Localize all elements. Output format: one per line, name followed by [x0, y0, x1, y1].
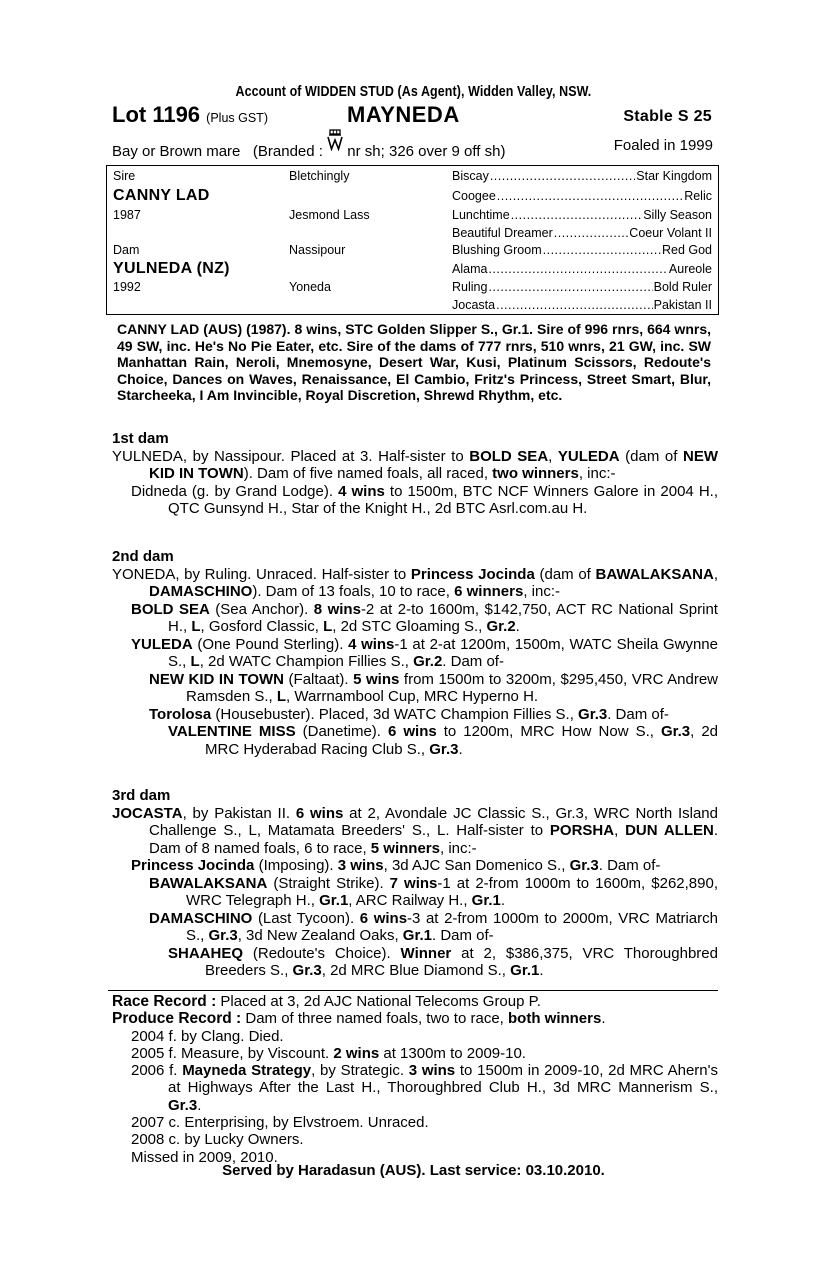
text-run: .: [458, 740, 463, 758]
bold-run: 3 wins: [408, 1062, 456, 1080]
leader-dots: [496, 298, 653, 312]
ggp-name: Jocasta: [452, 298, 496, 312]
text-run: (Faltaat).: [284, 670, 354, 688]
leader-dots: [543, 243, 661, 257]
text-run: Missed in 2009, 2010.: [131, 1148, 278, 1166]
bold-run: Gr.3: [660, 723, 691, 740]
ggp-sire: Silly Season: [643, 208, 712, 222]
text-run: . Dam of-: [598, 857, 661, 874]
text-run: to 1500m in 2009-10, 2d MRC Ahern's at Highways After the Last H., Thoroughbred Club H., 3d MRC Mannerism S.,: [168, 1062, 718, 1097]
progeny-entry: [112, 723, 718, 758]
sire-biography: CANNY LAD (AUS) (1987). 8 wins, STC Golden Slipper S., Gr.1. Sire of 996 rnrs, 664 wnrs, 49 SW, inc. He's No Pie Eater, etc. Sire of the dams of 777 rnrs, 510 wnrs, 21 GW, inc. SW Manhattan Rain, Neroli, Mnemosyne, Desert War, Kusi, Platinum Scissors, Redoute's Choice, Dances on Waves, Renaissance, El Cambio, Fritz's Princess, Street Smart, Blur, Starcheeka, I Am Invincible, Royal Discretion, Shrewd Rhythm, etc.: [117, 321, 711, 403]
progeny-entry: [112, 910, 718, 945]
bold-run: Winner: [400, 944, 452, 962]
text-run: (Straight Strike).: [267, 874, 390, 892]
progeny-entry: [112, 636, 718, 671]
produce-entry: [112, 1114, 718, 1131]
bold-run: YULEDA: [131, 635, 193, 653]
third-dam-section: [112, 787, 718, 980]
text-run: to 1200m, MRC How Now S.,: [436, 723, 661, 740]
text-run: , inc:-: [578, 465, 616, 482]
bold-run: Gr.1: [471, 892, 501, 909]
leader-dots: [488, 280, 652, 294]
text-run: 2006 f.: [131, 1062, 183, 1080]
progeny-entry: [112, 945, 718, 980]
ggp-name: Ruling: [452, 280, 488, 294]
bold-run: Princess Jocinda: [410, 565, 535, 583]
lot-gst-note: (Plus GST): [206, 111, 268, 125]
text-run: (Danetime).: [295, 723, 388, 740]
lot-label: Lot 1196: [112, 102, 201, 127]
bold-run: 3 wins: [337, 857, 384, 874]
bold-run: YULEDA: [557, 447, 620, 465]
produce-entry: [112, 1062, 718, 1114]
great-grandparent-row: [452, 243, 712, 257]
granddam-maternal: Yoneda: [289, 280, 331, 294]
bold-run: L: [190, 653, 200, 670]
text-run: -1 at 2-from 1000m to 1600m, $262,890, WRC Telegraph H.,: [186, 874, 718, 909]
bold-run: Gr.3: [292, 962, 322, 979]
bold-run: 4 wins: [338, 482, 385, 500]
dam-label: Dam: [113, 243, 140, 257]
progeny-entry: [112, 671, 718, 706]
text-run: .: [197, 1096, 202, 1114]
great-grandparent-row: [452, 280, 712, 294]
brand-suffix: nr sh; 326 over 9 off sh): [347, 143, 506, 160]
text-run: from 1500m to 3200m, $295,450, VRC Andrew Ramsden S.,: [186, 670, 718, 705]
ggp-name: Lunchtime: [452, 208, 510, 222]
produce-entries: [112, 1028, 718, 1166]
bold-run: DAMASCHINO: [149, 583, 253, 600]
text-run: to 1500m, BTC NCF Winners Galore in 2004 H., QTC Gunsynd H., Star of the Knight H., 2d BTC Asrl.com.au H.: [168, 482, 719, 517]
produce-record: [112, 1010, 718, 1027]
text-run: (Sea Anchor).: [209, 600, 314, 618]
foaled-year: Foaled in 1999: [613, 137, 713, 154]
grandsire-paternal: Bletchingly: [289, 169, 350, 183]
sire-name: CANNY LAD: [113, 187, 210, 204]
bold-run: L: [191, 618, 201, 635]
text-run: .: [515, 618, 520, 635]
text-run: -2 at 2-to 1600m, $142,750, ACT RC National Sprint H.,: [168, 600, 718, 635]
text-run: YULNEDA, by Nassipour. Placed at 3. Half-sister to: [112, 447, 470, 465]
section-divider: [108, 990, 718, 991]
bold-run: BAWALAKSANA: [595, 565, 714, 583]
bold-run: SHAAHEQ: [168, 944, 244, 962]
sire-label: Sire: [113, 169, 136, 183]
ggp-sire: Coeur Volant II: [629, 226, 712, 240]
bold-run: 4 wins: [348, 635, 395, 653]
produce-entry: [112, 1028, 718, 1045]
bold-run: Gr.3: [429, 740, 459, 758]
first-dam-section: [112, 430, 718, 518]
horse-name: MAYNEDA: [347, 102, 460, 127]
leader-dots: [511, 208, 643, 222]
text-run: ,: [713, 565, 719, 583]
text-run: (Last Tycoon).: [252, 909, 360, 927]
text-run: (dam of: [534, 565, 596, 583]
bold-run: 6 winners: [454, 583, 524, 600]
text-run: 2007 c. Enterprising, by Elvstroem. Unraced.: [131, 1114, 429, 1132]
colour-sex: Bay or Brown mare: [112, 143, 241, 160]
bold-run: Torolosa: [149, 705, 212, 723]
great-grandparent-row: [452, 262, 712, 276]
bold-run: Gr.2: [413, 653, 443, 670]
bold-run: Gr.3: [208, 927, 238, 944]
ggp-sire: Relic: [684, 189, 712, 203]
text-run: (Redoute's Choice).: [243, 944, 401, 962]
text-run: 2004 f. by Clang. Died.: [131, 1027, 284, 1045]
bold-run: 6 wins: [388, 723, 437, 740]
text-run: at 2, Avondale JC Classic S., Gr.3, WRC North Island Challenge S., L, Matamata Breeders' S., L. Half-sister to: [149, 804, 718, 839]
text-run: at 1300m to 2009-10.: [379, 1044, 526, 1062]
crowned-w-brand-icon: [327, 129, 343, 149]
progeny-entry: [112, 857, 718, 875]
bold-run: 2 wins: [333, 1044, 380, 1062]
text-run: , 2d STC Gloaming S.,: [332, 618, 487, 635]
bold-run: JOCASTA: [112, 804, 183, 822]
bold-run: 6 wins: [359, 909, 408, 927]
text-run: , ARC Railway H.,: [348, 892, 472, 909]
great-grandparent-row: [452, 169, 712, 183]
records-section: [112, 993, 718, 1166]
bold-run: 8 wins: [313, 600, 361, 618]
produce-record-summary: [241, 1010, 605, 1027]
text-run: , 2d MRC Hyderabad Racing Club S.,: [205, 723, 718, 758]
dam-summary: [112, 805, 718, 858]
text-run: (Imposing).: [254, 857, 338, 874]
grandsire-maternal: Nassipour: [289, 243, 346, 257]
bold-run: PORSHA: [549, 822, 615, 839]
bold-run: NEW KID IN TOWN: [149, 447, 718, 482]
progeny-entry: [112, 875, 718, 910]
text-run: , 2d MRC Blue Diamond S.,: [321, 962, 511, 979]
bold-run: Gr.3: [168, 1096, 198, 1114]
produce-entry: [112, 1131, 718, 1148]
text-run: ). Dam of five named foals, all raced,: [243, 465, 493, 482]
leader-dots: [497, 189, 683, 203]
ggp-sire: Star Kingdom: [636, 169, 712, 183]
text-run: at 2, $386,375, VRC Thoroughbred Breeders S.,: [205, 944, 718, 979]
stable-number: Stable S 25: [623, 108, 712, 125]
bold-run: Gr.2: [486, 618, 516, 635]
first-dam-heading: 1st dam: [112, 430, 169, 447]
bold-run: NEW KID IN TOWN: [149, 670, 285, 688]
bold-run: L: [276, 688, 287, 705]
brand-prefix: (Branded :: [252, 143, 323, 160]
text-run: 2008 c. by Lucky Owners.: [131, 1131, 304, 1149]
text-run: . Dam of 8 named foals, 6 to race,: [149, 822, 719, 857]
progeny-list: [112, 857, 718, 980]
progeny-entry: [112, 706, 718, 724]
text-run: YONEDA, by Ruling. Unraced. Half-sister to: [112, 565, 411, 583]
progeny-list: [112, 601, 718, 759]
text-run: Dam of three named foals, two to race,: [241, 1010, 508, 1028]
bold-run: 5 wins: [353, 670, 400, 688]
bold-run: Princess Jocinda: [131, 857, 255, 874]
third-dam-heading: 3rd dam: [112, 787, 171, 804]
bold-run: DUN ALLEN: [625, 822, 714, 839]
race-record: [112, 993, 718, 1010]
race-record-text: Placed at 3, 2d AJC National Telecoms Group P.: [216, 993, 541, 1010]
bold-run: VALENTINE MISS: [168, 723, 296, 740]
text-run: , 2d WATC Champion Fillies S.,: [199, 653, 414, 670]
bold-run: both winners: [508, 1010, 602, 1028]
leader-dots: [488, 262, 667, 276]
sire-year: 1987: [113, 208, 141, 222]
text-run: , inc:-: [523, 583, 560, 600]
text-run: ,: [614, 822, 626, 839]
text-run: .: [539, 962, 544, 979]
bold-run: Gr.3: [578, 705, 608, 723]
bold-run: L: [323, 618, 333, 635]
dam-name: YULNEDA (NZ): [113, 260, 230, 277]
second-dam-heading: 2nd dam: [112, 548, 174, 565]
dam-year: 1992: [113, 280, 141, 294]
text-run: , by Pakistan II.: [182, 804, 296, 822]
colour-and-brand: [112, 137, 505, 160]
served-by-note: Served by Haradasun (AUS). Last service: 03.10.2010.: [222, 1162, 605, 1179]
leader-dots: [490, 169, 635, 183]
text-run: 2005 f. Measure, by Viscount.: [131, 1044, 334, 1062]
text-run: , 3d AJC San Domenico S.,: [383, 857, 570, 874]
ggp-name: Alama: [452, 262, 488, 276]
ggp-sire: Pakistan II: [653, 298, 712, 312]
great-grandparent-row: [452, 226, 712, 240]
bold-run: 5 winners: [370, 839, 440, 857]
text-run: , Gosford Classic,: [200, 618, 324, 635]
text-run: , Warrnambool Cup, MRC Hyperno H.: [286, 688, 539, 705]
bold-run: Gr.1: [402, 927, 432, 944]
text-run: . Dam of-: [442, 653, 504, 670]
bold-run: Mayneda Strategy: [182, 1062, 312, 1080]
text-run: , 3d New Zealand Oaks,: [237, 927, 403, 944]
text-run: .: [601, 1010, 606, 1028]
great-grandparent-row: [452, 189, 712, 203]
dam-summary: [112, 448, 718, 483]
second-dam-section: [112, 548, 718, 758]
text-run: ). Dam of 13 foals, 10 to race,: [252, 583, 455, 600]
bold-run: 7 wins: [389, 874, 438, 892]
bold-run: Gr.3: [569, 857, 599, 874]
produce-entry: [112, 1045, 718, 1062]
leader-dots: [554, 226, 629, 240]
progeny-entry: [112, 483, 718, 518]
granddam-paternal: Jesmond Lass: [289, 208, 370, 222]
ggp-name: Blushing Groom: [452, 243, 542, 257]
text-run: . Dam of-: [431, 927, 494, 944]
great-grandparent-row: [452, 298, 712, 312]
dam-summary: [112, 566, 718, 601]
ggp-sire: Aureole: [668, 262, 712, 276]
lot-number: [112, 102, 268, 128]
text-run: ,: [548, 447, 558, 465]
text-run: -1 at 2-at 1200m, 1500m, WATC Sheila Gwynne S.,: [168, 635, 718, 670]
bold-run: 6 wins: [295, 804, 344, 822]
ggp-sire: Red God: [661, 243, 712, 257]
ggp-name: Beautiful Dreamer: [452, 226, 553, 240]
progeny-entry: [112, 601, 718, 636]
ggp-sire: Bold Ruler: [653, 280, 712, 294]
progeny-list: [112, 483, 718, 518]
vendor-account: Account of WIDDEN STUD (As Agent), Widden Valley, NSW.: [235, 84, 592, 100]
great-grandparent-row: [452, 208, 712, 222]
text-run: .: [500, 892, 506, 909]
bold-run: BOLD SEA: [469, 447, 549, 465]
bold-run: Gr.1: [510, 962, 540, 979]
pedigree-table: [106, 165, 719, 315]
text-run: . Dam of-: [607, 705, 669, 723]
bold-run: Gr.1: [319, 892, 349, 909]
text-run: -3 at 2-from 1000m to 2000m, VRC Matriarch S.,: [186, 909, 718, 944]
text-run: (One Pound Sterling).: [192, 635, 349, 653]
bold-run: two winners: [492, 465, 579, 482]
bold-run: DAMASCHINO: [149, 909, 253, 927]
text-run: (dam of: [619, 447, 683, 465]
bold-run: BOLD SEA: [131, 600, 210, 618]
text-run: , by Strategic.: [311, 1062, 409, 1080]
ggp-name: Biscay: [452, 169, 489, 183]
bold-run: BAWALAKSANA: [149, 874, 268, 892]
text-run: Didneda (g. by Grand Lodge).: [131, 482, 339, 500]
produce-record-label: Produce Record :: [112, 1010, 242, 1028]
text-run: (Housebuster). Placed, 3d WATC Champion Fillies S.,: [211, 705, 579, 723]
race-record-label: Race Record :: [112, 993, 217, 1010]
ggp-name: Coogee: [452, 189, 496, 203]
text-run: , inc:-: [439, 839, 477, 857]
